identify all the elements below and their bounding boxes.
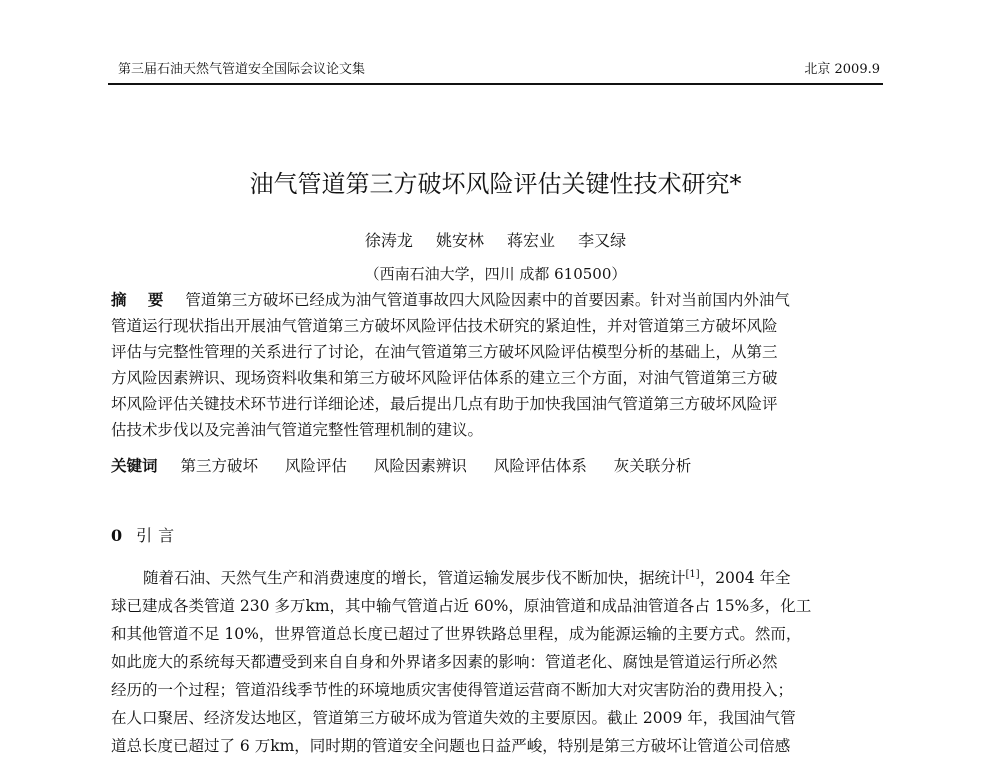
abstract-line: 方风险因素辨识、现场资料收集和第三方破坏风险评估体系的建立三个方面，对油气管道第三方破 (111, 369, 778, 387)
body-line: 如此庞大的系统每天都遭受到来自自身和外界诸多因素的影响：管道老化、腐蚀是管道运行所必然 (111, 653, 778, 671)
author: 徐涛龙 (364, 231, 413, 250)
author: 姚安林 (435, 231, 484, 250)
abstract-line: 坏风险评估关键技术环节进行详细论述，最后提出几点有助于加快我国油气管道第三方破坏风险评 (111, 395, 778, 413)
location-date: 北京 2009.9 (804, 62, 880, 77)
section-name: 引言 (136, 526, 181, 545)
body-line: 在人口聚居、经济发达地区，管道第三方破坏成为管道失效的主要原因。截止 2009 年，我国油气管 (111, 709, 796, 727)
keyword: 灰关联分析 (613, 457, 692, 475)
author: 李又绿 (578, 231, 627, 250)
keyword: 第三方破坏 (180, 457, 258, 475)
keywords-line (111, 453, 881, 479)
header-rule (108, 83, 883, 85)
keyword: 风险评估体系 (493, 457, 587, 475)
abstract-line (111, 287, 881, 313)
abstract-line: 估技术步伐以及完善油气管道完整性管理机制的建议。 (111, 421, 484, 439)
keyword: 风险因素辨识 (373, 457, 467, 475)
body-line (143, 565, 881, 591)
body-line: 和其他管道不足 10%，世界管道总长度已超过了世界铁路总里程，成为能源运输的主要方式。然而， (111, 625, 802, 643)
citation-ref: [1] (685, 568, 700, 580)
body-text: ，2004 年全 (699, 569, 791, 587)
body-line: 球已建成各类管道 230 多万km，其中输气管道占近 60%，原油管道和成品油管道各占 15%多，化工 (111, 597, 812, 615)
abstract-label: 摘 要 (111, 290, 172, 309)
section-heading (111, 525, 180, 547)
body-line: 经历的一个过程；管道沿线季节性的环境地质灾害使得管道运营商不断加大对灾害防治的费用投入； (111, 681, 794, 699)
abstract-line: 管道运行现状指出开展油气管道第三方破坏风险评估技术研究的紧迫性，并对管道第三方破坏风险 (111, 317, 778, 335)
body-text: 随着石油、天然气生产和消费速度的增长，管道运输发展步伐不断加快，据统计 (143, 569, 686, 587)
author: 蒋宏业 (507, 231, 556, 250)
proceedings-title: 第三届石油天然气管道安全国际会议论文集 (118, 62, 366, 77)
affiliation: （西南石油大学，四川 成都 610500） (364, 265, 627, 283)
body-line: 道总长度已超过了 6 万km，同时期的管道安全问题也日益严峻，特别是第三方破坏让管道公司倍感 (111, 737, 791, 755)
running-header (118, 60, 880, 80)
author-list (108, 230, 883, 252)
paper-title: 油气管道第三方破坏风险评估关键性技术研究* (249, 170, 742, 198)
keyword: 风险评估 (284, 457, 347, 475)
section-number: 0 (111, 526, 123, 545)
abstract-text: 管道第三方破坏已经成为油气管道事故四大风险因素中的首要因素。针对当前国内外油气 (185, 291, 790, 309)
keywords-label: 关键词 (111, 456, 158, 475)
abstract-line: 评估与完整性管理的关系进行了讨论，在油气管道第三方破坏风险评估模型分析的基础上，从第三 (111, 343, 778, 361)
